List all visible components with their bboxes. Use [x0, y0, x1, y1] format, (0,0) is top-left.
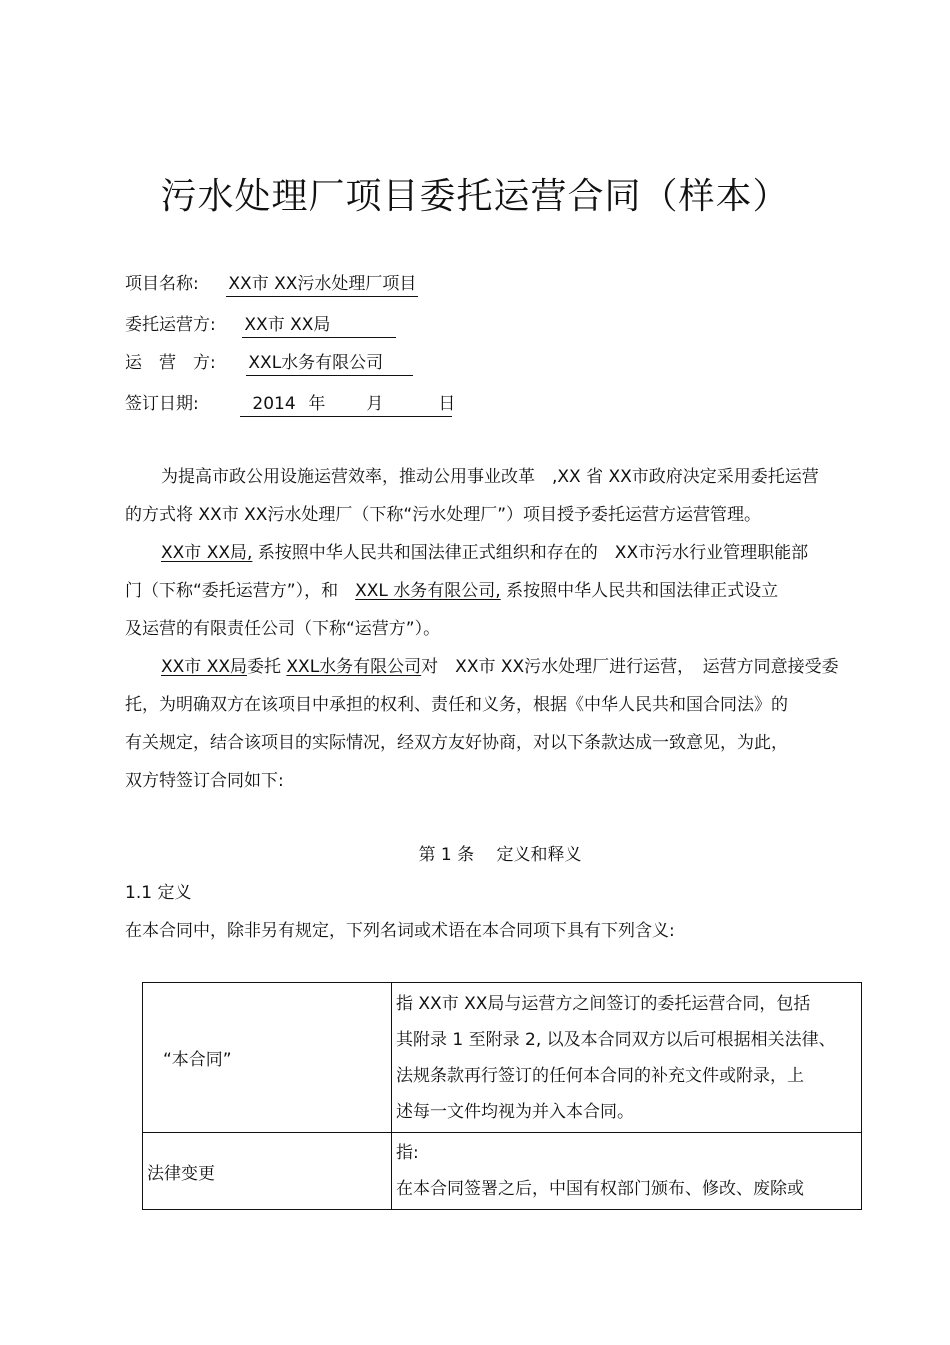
- project-name-label: 项目名称:: [125, 274, 199, 294]
- preamble-p2-line-2b: 系按照中华人民共和国法律正式设立: [506, 581, 779, 601]
- client-label: 委托运营方:: [125, 315, 216, 335]
- operator-value: XXL水务有限公司: [246, 351, 413, 376]
- article-1-heading: 第 1 条 定义和释义: [418, 845, 582, 865]
- definition-term: 法律变更: [147, 1163, 215, 1184]
- definitions-table: [142, 982, 862, 1210]
- definition-line: 指:: [396, 1143, 419, 1163]
- preamble-p3-line-4: 双方特签订合同如下:: [125, 771, 284, 791]
- client-value: XX市 XX局: [242, 313, 396, 338]
- sign-date-label: 签订日期:: [125, 394, 199, 414]
- sign-date-year-unit: 年: [308, 394, 326, 414]
- sign-date-month-unit: 月: [366, 394, 384, 414]
- definition-line: 述每一文件均视为并入本合同。: [396, 1101, 634, 1122]
- operator-name-underlined-2: XXL水务有限公司: [286, 657, 422, 677]
- operator-label: 运 营 方:: [125, 353, 216, 373]
- definition-text-cell: [392, 983, 862, 1133]
- definition-text-cell: [392, 1133, 862, 1210]
- client-name-underlined-2: XX市 XX局: [161, 657, 247, 677]
- preamble-paragraph-2: [125, 534, 870, 648]
- article-1-1-heading: 1.1 定义: [125, 883, 192, 903]
- contract-title: 污水处理厂项目委托运营合同（样本）: [160, 176, 790, 217]
- preamble-p3-line-3: 有关规定，结合该项目的实际情况，经双方友好协商，对以下条款达成一致意见，为此，: [125, 733, 788, 753]
- definition-line: 在本合同签署之后，中国有权部门颁布、修改、废除或: [396, 1179, 804, 1199]
- preamble-p1-line-1: 为提高市政公用设施运营效率，推动公用事业改革 ,XX 省 XX市政府决定采用委托运营: [161, 467, 819, 487]
- definition-line: 法规条款再行签订的任何本合同的补充文件或附录，上: [396, 1065, 804, 1086]
- definition-row: [143, 1133, 862, 1210]
- project-name-row: [125, 272, 418, 296]
- operator-row: [125, 351, 413, 375]
- definition-line: 指 XX市 XX局与运营方之间签订的委托运营合同，包括: [396, 993, 811, 1014]
- definition-term-cell: [143, 1133, 392, 1210]
- definition-term-cell: [143, 983, 392, 1133]
- preamble-p1-line-2: 的方式将 XX市 XX污水处理厂（下称“污水处理厂”）项目授予委托运营方运营管理。: [125, 505, 762, 525]
- client-row: [125, 313, 396, 337]
- article-1-intro: 在本合同中，除非另有规定，下列名词或术语在本合同项下具有下列含义:: [125, 921, 675, 941]
- preamble-p2-text-a: 系按照中华人民共和国法律正式组织和存在的 XX市污水行业管理职能部: [257, 543, 809, 563]
- preamble: [125, 458, 870, 800]
- sign-date-year: 2014: [252, 394, 296, 414]
- preamble-p3-text-a: 委托: [247, 657, 281, 677]
- preamble-paragraph-1: [125, 458, 870, 534]
- definition-row: [143, 983, 862, 1133]
- definition-term: “本合同”: [163, 1050, 232, 1070]
- project-name-value: XX市 XX污水处理厂项目: [226, 272, 418, 297]
- sign-date-value: [240, 392, 456, 417]
- sign-date-day-unit: 日: [438, 394, 456, 414]
- operator-name-underlined: XXL 水务有限公司,: [355, 581, 501, 601]
- sign-date-row: [125, 392, 456, 416]
- preamble-p2-line-2a: 门（下称“委托运营方”），和: [125, 581, 356, 601]
- definition-line: 其附录 1 至附录 2, 以及本合同双方以后可根据相关法律、: [396, 1029, 836, 1050]
- preamble-p3-text-b: 对 XX市 XX污水处理厂进行运营， 运营方同意接受委: [421, 657, 839, 677]
- preamble-p3-line-2: 托，为明确双方在该项目中承担的权利、责任和义务，根据《中华人民共和国合同法》的: [125, 695, 788, 715]
- preamble-p2-line-3: 及运营的有限责任公司（下称“运营方”）。: [125, 619, 441, 639]
- preamble-paragraph-3: [125, 648, 870, 800]
- client-name-underlined: XX市 XX局,: [161, 543, 253, 563]
